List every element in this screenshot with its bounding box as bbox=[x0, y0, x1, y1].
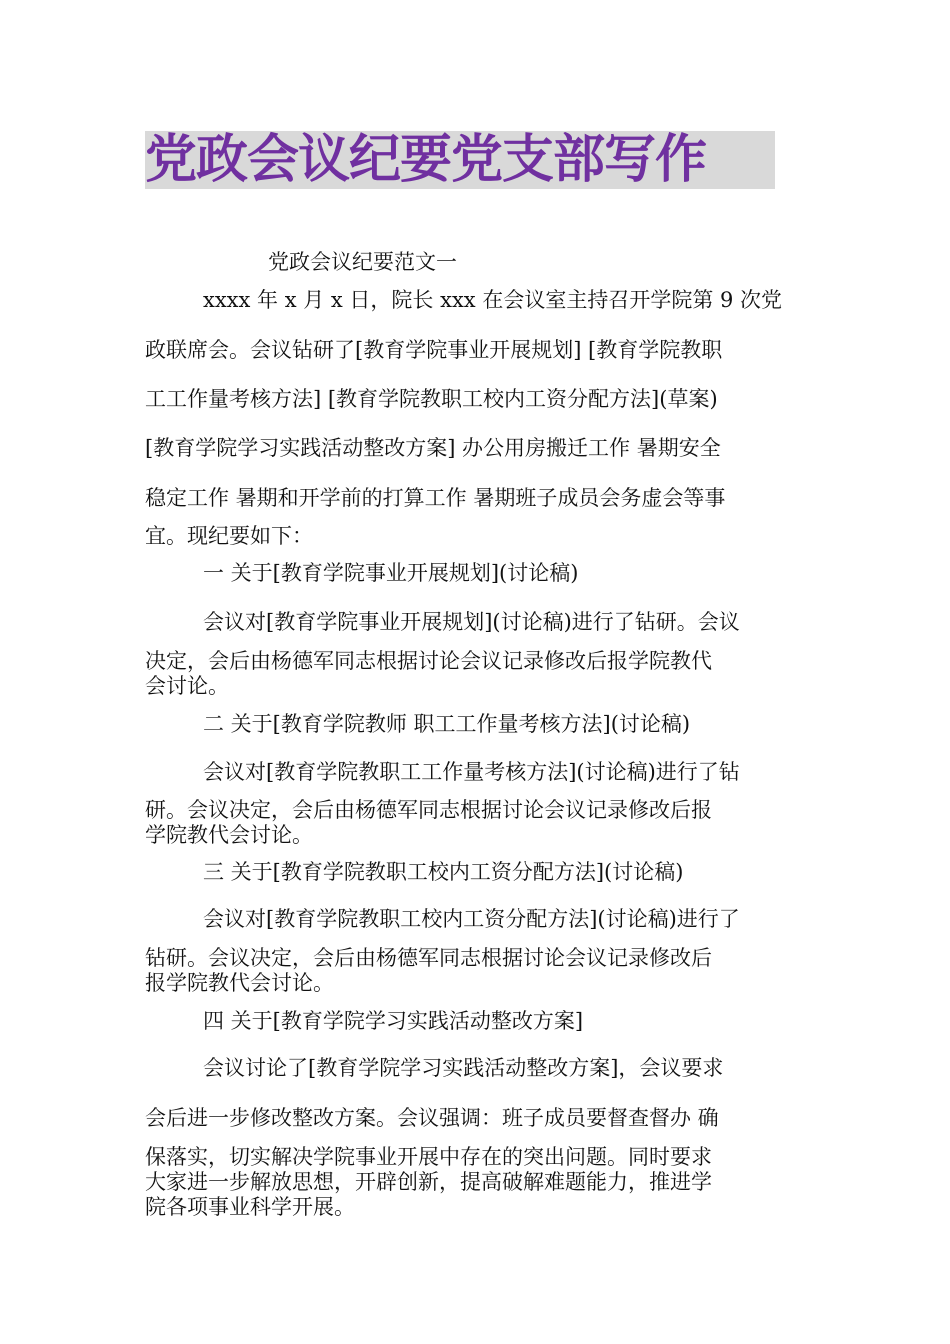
section-heading: 党政会议纪要范文一 bbox=[268, 250, 457, 274]
paragraph-line: 研。会议决定，会后由杨德军同志根据讨论会议记录修改后报 bbox=[145, 798, 712, 822]
paragraph-line: 大家进一步解放思想，开辟创新，提高破解难题能力，推进学 bbox=[145, 1170, 712, 1194]
paragraph-line: 院各项事业科学开展。 bbox=[145, 1195, 355, 1219]
paragraph-line: 学院教代会讨论。 bbox=[145, 823, 313, 847]
paragraph-line: [教育学院学习实践活动整改方案] 办公用房搬迁工作 暑期安全 bbox=[145, 436, 721, 460]
paragraph-line: 保落实，切实解决学院事业开展中存在的突出问题。同时要求 bbox=[145, 1145, 712, 1169]
paragraph-line: 政联席会。会议钻研了[教育学院事业开展规划] [教育学院教职 bbox=[145, 338, 723, 362]
item-heading-4: 四 关于[教育学院学习实践活动整改方案] bbox=[203, 1009, 584, 1033]
paragraph-line: 报学院教代会讨论。 bbox=[145, 971, 334, 995]
item-heading-2: 二 关于[教育学院教师 职工工作量考核方法](讨论稿) bbox=[203, 712, 691, 736]
paragraph-line: 工工作量考核方法] [教育学院教职工校内工资分配方法](草案) bbox=[145, 387, 718, 411]
paragraph-line: 会议对[教育学院教职工校内工资分配方法](讨论稿)进行了 bbox=[203, 907, 740, 931]
paragraph-line: 稳定工作 暑期和开学前的打算工作 暑期班子成员会务虚会等事 bbox=[145, 486, 726, 510]
item-heading-3: 三 关于[教育学院教职工校内工资分配方法](讨论稿) bbox=[203, 860, 684, 884]
document-title: 党政会议纪要党支部写作 bbox=[145, 130, 707, 190]
paragraph-line: 会议讨论了[教育学院学习实践活动整改方案]，会议要求 bbox=[203, 1056, 724, 1080]
paragraph-line: xxxx 年 x 月 x 日，院长 xxx 在会议室主持召开学院第 9 次党 bbox=[203, 288, 783, 312]
paragraph-line: 会后进一步修改整改方案。会议强调：班子成员要督查督办 确 bbox=[145, 1106, 719, 1130]
paragraph-line: 会讨论。 bbox=[145, 674, 229, 698]
item-heading-1: 一 关于[教育学院事业开展规划](讨论稿) bbox=[203, 561, 579, 585]
paragraph-line: 会议对[教育学院事业开展规划](讨论稿)进行了钻研。会议 bbox=[203, 610, 740, 634]
paragraph-line: 宜。现纪要如下： bbox=[145, 524, 313, 548]
paragraph-line: 会议对[教育学院教职工工作量考核方法](讨论稿)进行了钻 bbox=[203, 760, 740, 784]
paragraph-line: 决定，会后由杨德军同志根据讨论会议记录修改后报学院教代 bbox=[145, 649, 712, 673]
paragraph-line: 钻研。会议决定，会后由杨德军同志根据讨论会议记录修改后 bbox=[145, 946, 712, 970]
